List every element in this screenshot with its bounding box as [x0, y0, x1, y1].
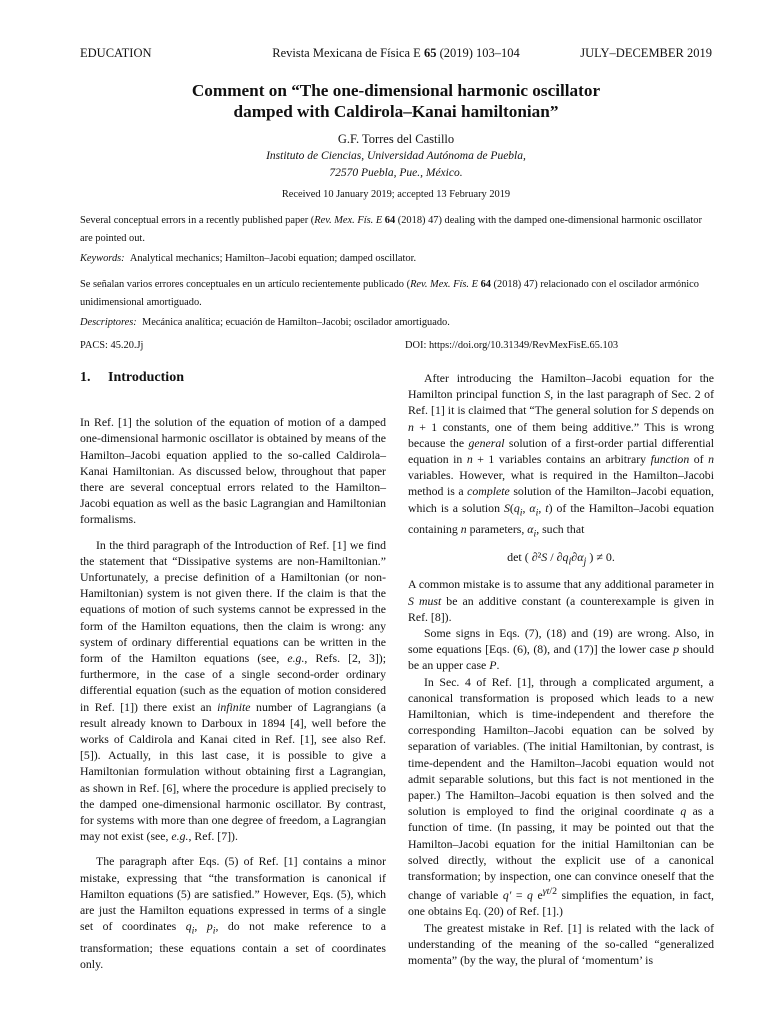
right-column — [408, 370, 714, 968]
paragraph: In Sec. 4 of Ref. [1], through a complicated argument, a canonical transformation is proposed which leads to a new Hamiltonian, which is time-independent and therefore the corresponding Hamilton–Jacobi equation can be solved by separation of variables. (The initial Hamiltonian, by contrast, is time-dependent and the Hamilton–Jacobi equation would not admit separable solutions, but this fact is not mentioned in the paper.) The Hamilton–Jacobi equation is then solved and the solution is employed to find the original coordinate q as a function of time. (In passing, it may be pointed out that the Hamilton–Jacobi equation for the initial Hamiltonian can be solved directly, without the explicit use of a canonical transformation; by inspection, one can convince oneself that the change of variable q′ = q $e^{\gamma t/2}$ simplifies the equation, in fact, one obtains Eq. (20) of Ref. [1].) — [408, 674, 714, 919]
author: G.F. Torres del Castillo — [337, 132, 455, 146]
affiliation: Instituto de Ciencias, Universidad Autónoma de Puebla, 72570 Puebla, Pue., México. — [266, 150, 526, 179]
header-journal-line: Revista Mexicana de Física E 65 (2019) 103–104 — [272, 46, 520, 60]
section-heading: 1. Introduction — [80, 370, 184, 385]
doi: DOI: https://doi.org/10.31349/RevMexFisE.65.103 — [405, 340, 619, 351]
header-period: JULY–DECEMBER 2019 — [580, 46, 712, 60]
pacs: PACS: 45.20.Jj — [80, 340, 144, 351]
paper-title: Comment on “The one-dimensional harmonic oscillator damped with Caldirola–Kanai hamiltonian” — [191, 81, 601, 121]
received-dates: Received 10 January 2019; accepted 13 February 2019 — [281, 189, 511, 200]
abstract-english: Several conceptual errors in a recently published paper (Rev. Mex. Fís. E 64 (2018) 47) dealing with the damped one-dimensional harmonic oscillator are pointed out. — [80, 215, 702, 244]
paragraph: Some signs in Eqs. (7), (18) and (19) are wrong. Also, in some equations [Eqs. (6), (8), and (17)] the lower case p should be an upper case P. — [408, 625, 714, 673]
paragraph: In Ref. [1] the solution of the equation of motion of a damped one-dimensional harmonic oscillator is obtained by means of the Hamilton–Jacobi equation applied to the so-called Caldirola–Kanai Hamiltonian. As discussed below, throughout that paper there are several conceptual errors related to the Hamilton–Jacobi equation as well as the basic Lagrangian and Hamiltonian formalisms. — [80, 415, 386, 527]
abstract-spanish: Se señalan varios errores conceptuales en un artículo recientemente publicado (Rev. Mex. Fís. E 64 (2018) 47) relacionado con el oscilador armónico unidimensional amortiguado. — [80, 279, 699, 308]
left-column — [80, 370, 386, 972]
paragraph: A common mistake is to assume that any additional parameter in S must be an additive constant (a counterexample is given in Ref. [8]). — [408, 577, 714, 624]
equation-det: det ( $\partial^2S / \partial q_i\partial\alpha_j$ ) ≠ 0. — [507, 549, 615, 568]
paragraph: The greatest mistake in Ref. [1] is related with the lack of understanding of the meaning of the so-called “generalized momenta” (by the way, the plural of ‘momentum’ is — [408, 920, 714, 967]
paragraph: In the third paragraph of the Introduction of Ref. [1] we find the statement that “Dissipative systems are non-Hamiltonian.” Unfortunately, a precise definition of a Hamiltonian (or non-Hamiltonian) system is not given there. If the claim is that the equations of motion of such systems cannot be expressed in the form of the Hamilton equations, then the claim is wrong: any system of ordinary differential equations can be written in the form of the Hamilton equations (see, e.g., Refs. [2, 3]); furthermore, in the case of a single second-order ordinary differential equation (such as the equation of motion considered in Ref. [1]) there exist an infinite number of Lagrangians (a result already known to Darboux in 1894 [4], well before the works of Caldirola and Kanai cited in Ref. [1], see also Ref. [5]). Actually, in this last case, it is possible to give a Hamiltonian formulation without obtaining first a Lagrangian, as shown in Ref. [6], where the procedure is applied precisely to the damped one-dimensional harmonic oscillator. By contrast, for systems with more than one degree of freedom, a Lagrangian may not exist (see, e.g., Ref. [7]). — [80, 537, 386, 844]
keywords: Keywords: Analytical mechanics; Hamilton–Jacobi equation; damped oscillator. — [80, 253, 417, 264]
running-header — [80, 46, 712, 64]
paragraph: After introducing the Hamilton–Jacobi equation for the Hamilton principal function S, in the last paragraph of Sec. 2 of Ref. [1] it is claimed that “The general solution for S depends on n + 1 constants, one of them being additive.” This is wrong because the general solution of a first-order partial differential equation in n + 1 variables contains an arbitrary function of n variables. However, what is required in the Hamilton–Jacobi method is a complete solution of the Hamilton–Jacobi equation, which is a solution $S(q_i$, $\alpha_i$, t) of the Hamilton–Jacobi equation containing n parameters, $\alpha_i$, such that — [408, 371, 714, 540]
header-section: EDUCATION — [80, 46, 152, 60]
paragraph: The paragraph after Eqs. (5) of Ref. [1] contains a minor mistake, expressing that “the transformation is canonical if Hamilton equations (5) are satisfied.” However, Eqs. (5), which are just the Hamilton equations expressed in terms of a single set of coordinates $q_i$, $p_i$, do not make reference to a transformation; these equations contain a set of coordinates only. — [80, 854, 386, 972]
descriptores: Descriptores: Mecánica analítica; ecuación de Hamilton–Jacobi; oscilador amortiguado. — [80, 317, 450, 328]
